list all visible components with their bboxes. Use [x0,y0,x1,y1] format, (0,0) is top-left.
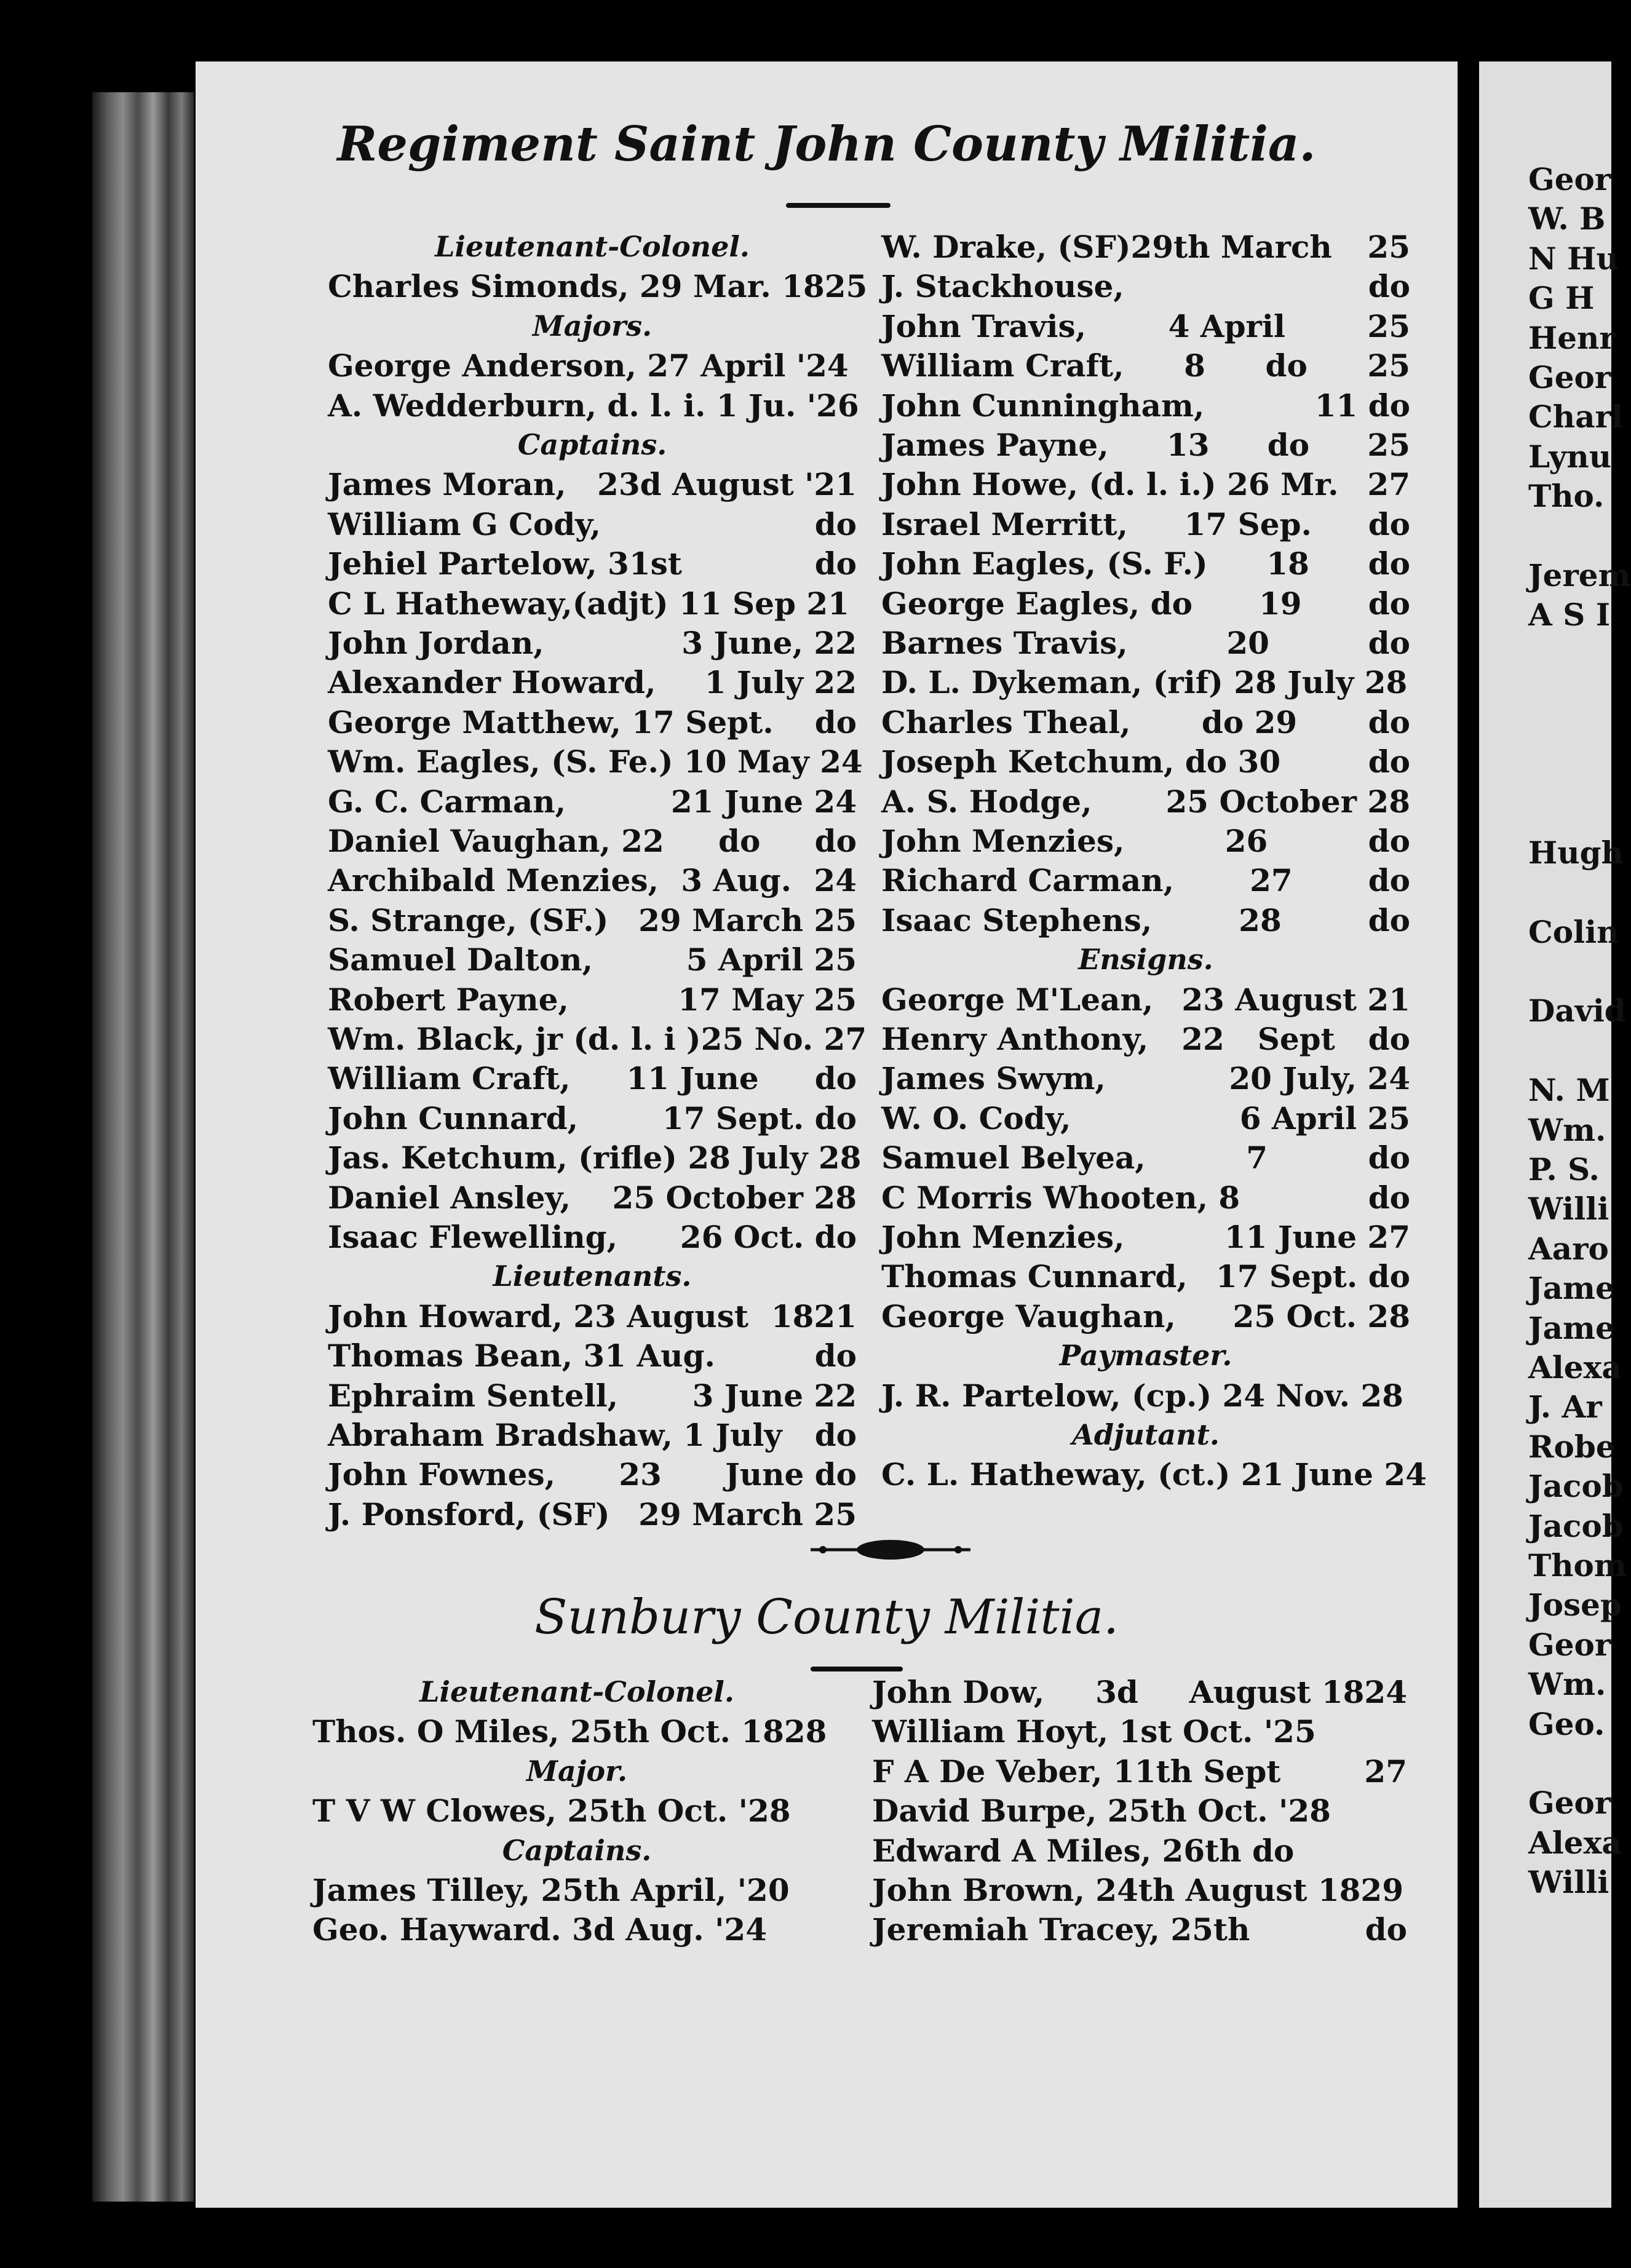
entry-text: Geo. Hayward. 3d Aug. '24 [312,1911,768,1948]
entry-text: Israel Merritt, [881,506,1128,542]
facing-page-line: David [1528,993,1626,1029]
entry-text: Charles Theal, [881,704,1131,740]
entry-text: William Craft, [881,347,1124,384]
entry-text: 25 [1367,347,1410,384]
facing-page-line: Geo. [1528,1705,1605,1742]
facing-page-line: Aaro [1528,1230,1609,1267]
entry-text: Edward A Miles, 26th do [872,1832,1295,1869]
officer-entry [328,663,857,702]
entry-text: John Howard, 23 August [328,1298,748,1334]
entry-text: 17 Sep. [1184,506,1312,542]
rank-heading: Ensigns. [1078,943,1213,977]
entry-text: John Menzies, [881,1219,1125,1255]
facing-page-line: G H [1528,280,1595,317]
officer-entry [328,861,857,900]
officer-entry [881,1059,1410,1098]
officer-entry [328,1336,857,1376]
entry-text: Thomas Bean, 31 Aug. [328,1338,715,1374]
entry-text: do [1368,625,1410,661]
title-rule [786,203,891,208]
entry-text: do [1368,506,1410,542]
officer-entry [328,1495,857,1534]
officer-entry [881,822,1410,861]
entry-text: do [1368,545,1410,582]
officer-entry [328,1099,857,1138]
officer-entry [872,1712,1407,1751]
entry-text: Jas. Ketchum, (rifle) 28 July 28 [328,1140,862,1176]
entry-text: D. L. Dykeman, (rif) 28 July 28 [881,664,1408,701]
officer-entry [328,1059,857,1098]
entry-text: do [814,1060,857,1097]
entry-text: J. Ponsford, (SF) [328,1496,610,1532]
entry-text: W. Drake, (SF)29th March [881,229,1332,265]
officer-entry [881,742,1410,782]
officer-entry [872,1791,1407,1831]
entry-text: William Craft, [328,1060,571,1097]
officer-entry [328,703,857,742]
entry-text: James Tilley, 25th April, '20 [312,1872,790,1908]
officer-entry [328,742,863,782]
officer-entry [328,1218,857,1257]
entry-text: 29 March 25 [638,902,857,938]
entry-text: Wm. Black, jr (d. l. i )25 No. 27 [328,1021,867,1057]
left-page [196,61,1458,2208]
facing-page-line: Jerem [1528,557,1631,593]
facing-page-line: Colin [1528,913,1619,950]
officer-entry [881,782,1410,822]
entry-text: John Jordan, [328,625,544,661]
entry-text: do [814,1338,857,1374]
entry-text: 26 Oct. do [680,1219,857,1255]
entry-text: do [814,545,857,582]
entry-text: Robert Payne, [328,981,569,1018]
officer-entry [328,1138,862,1178]
entry-text: Jeremiah Tracey, 25th [872,1911,1250,1948]
officer-entry [328,1297,857,1336]
officer-entry [872,1752,1407,1791]
entry-text: 19 [1259,585,1302,622]
entry-text: William G Cody, [328,506,601,542]
entry-text: George Anderson, 27 April '24 [328,347,849,384]
entry-text: 27 [1250,862,1293,899]
officer-entry [881,267,1410,306]
entry-text: 11 do [1314,387,1410,424]
officer-entry [328,505,857,544]
entry-text: 1 July 22 [704,664,857,701]
officer-entry [328,267,868,306]
officer-entry [328,584,857,624]
facing-page-line: Geor [1528,1626,1611,1663]
entry-text: do [814,704,857,740]
entry-text: 1821 [771,1298,857,1334]
entry-text: 6 April 25 [1239,1100,1410,1136]
officer-entry [328,346,857,386]
facing-page-line: Alexa [1528,1824,1622,1861]
officer-entry [872,1831,1407,1871]
officer-entry [881,426,1410,465]
facing-page-line: Geor [1528,161,1611,197]
officer-entry [328,980,857,1020]
entry-text: 3d [1095,1674,1138,1710]
facing-page-line: P. S. [1528,1151,1600,1188]
rank-heading: Paymaster. [1059,1339,1232,1373]
entry-text: John Howe, (d. l. i.) 26 Mr. [881,466,1339,503]
entry-text: T V W Clowes, 25th Oct. '28 [312,1793,791,1830]
entry-text: Richard Carman, [881,862,1175,899]
officer-entry [881,505,1410,544]
facing-page-line: A S I [1528,597,1611,633]
entry-text: August 1824 [1189,1674,1407,1710]
entry-text: C Morris Whooten, 8 [881,1179,1240,1216]
facing-page-line: Jame [1528,1270,1615,1307]
officer-entry [881,1099,1410,1138]
entry-text: Ephraim Sentell, [328,1377,619,1414]
facing-page-line: Geor [1528,1785,1611,1822]
facing-page-line: Alexa [1528,1349,1622,1386]
entry-text: James Swym, [881,1060,1106,1097]
facing-page-line: Jacob [1528,1507,1624,1544]
entry-text: 25 October 28 [1165,783,1410,820]
entry-text: 24 [814,862,857,899]
entry-text: 17 Sept. do [1215,1258,1410,1295]
facing-page [1479,61,1631,2208]
entry-text: 11 June [626,1060,759,1097]
entry-text: Henry Anthony, [881,1021,1149,1057]
facing-page-line: W. B [1528,200,1606,237]
entry-text: John Cunnard, [328,1100,579,1136]
entry-text: 25 Oct. 28 [1232,1298,1410,1334]
entry-text: Wm. Eagles, (S. Fe.) 10 May 24 [328,743,863,780]
entry-text: 25 [1367,229,1410,265]
facing-page-line: Hugh [1528,834,1624,871]
title-rule-2 [811,1667,903,1671]
facing-page-line: Robe [1528,1428,1616,1465]
regiment2-title: Sunbury County Militia. [534,1590,1119,1645]
officer-entry [881,663,1410,702]
officer-entry [312,1712,841,1751]
entry-text: 25 [1367,427,1410,463]
officer-entry [881,307,1410,346]
officer-entry [328,822,857,861]
entry-text: George Matthew, 17 Sept. [328,704,774,740]
entry-text: 29 March 25 [638,1496,857,1532]
entry-text: do [1368,1140,1410,1176]
entry-text: 17 Sept. do [662,1100,857,1136]
facing-page-line: Wm. [1528,1666,1606,1703]
entry-text: Daniel Vaughan, 22 [328,823,664,859]
entry-text: C. L. Hatheway, (ct.) 21 June 24 [881,1456,1427,1493]
entry-text: do [814,823,857,859]
page-edge-stack [92,92,194,2202]
entry-text: J. Stackhouse, [881,268,1124,305]
entry-text: 13 [1166,427,1210,463]
entry-text: James Moran, [328,466,566,503]
officer-entry [328,1376,857,1416]
officer-entry [328,386,857,426]
entry-text: Daniel Ansley, [328,1179,571,1216]
entry-text: F A De Veber, 11th Sept [872,1753,1281,1790]
officer-entry [881,1138,1410,1178]
officer-entry [328,624,857,663]
entry-text: Thos. O Miles, 25th Oct. 1828 [312,1713,827,1750]
facing-page-line: Jame [1528,1309,1615,1346]
regiment1-title: Regiment Saint John County Militia. [337,116,1316,172]
officer-entry [881,980,1410,1020]
officer-entry [328,1178,857,1218]
facing-page-line: Lynu [1528,438,1612,475]
entry-text: Archibald Menzies, [328,862,659,899]
rank-heading: Captains. [502,1833,652,1867]
entry-text: C L Hatheway,(adjt) 11 Sep 21 [328,585,849,622]
entry-text: do [1368,743,1410,780]
entry-text: George Vaughan, [881,1298,1176,1334]
entry-text: 11 June 27 [1224,1219,1410,1255]
entry-text: do [1365,1911,1407,1948]
entry-text: 7 [1246,1140,1268,1176]
facing-page-line: Willi [1528,1191,1609,1227]
officer-entry [872,1910,1407,1949]
entry-text: 20 July, 24 [1229,1060,1410,1097]
officer-entry [881,386,1410,426]
facing-page-line: Tho. [1528,478,1605,515]
entry-text: 18 [1266,545,1309,582]
entry-text: 3 June 22 [692,1377,857,1414]
entry-text: do [1368,902,1410,938]
entry-text: Samuel Belyea, [881,1140,1146,1176]
officer-entry [312,1871,841,1910]
entry-text: do [1368,1021,1410,1057]
entry-text: do [814,1417,857,1453]
entry-text: 27 [1364,1753,1407,1790]
section-ornament [811,1534,970,1565]
entry-text: G. C. Carman, [328,783,566,820]
entry-text: do [814,506,857,542]
entry-text: John Brown, 24th August 1829 [872,1872,1403,1908]
officer-entry [328,1020,867,1059]
entry-text: 26 [1224,823,1268,859]
entry-text: June do [725,1456,857,1493]
entry-text: 25 October 28 [612,1179,857,1216]
entry-text: Thomas Cunnard, [881,1258,1188,1295]
facing-page-line: Jacob [1528,1468,1624,1505]
entry-text: A. S. Hodge, [881,783,1092,820]
entry-text: 17 May 25 [678,981,857,1018]
rank-heading: Captains. [517,428,667,461]
officer-entry [881,1257,1410,1296]
facing-page-line: Henr [1528,319,1616,356]
rank-heading: Lieutenant-Colonel. [419,1675,734,1708]
officer-entry [881,584,1410,624]
entry-text: W. O. Cody, [881,1100,1071,1136]
entry-text: A. Wedderburn, d. l. i. 1 Ju. '26 [328,387,859,424]
officer-entry [881,1455,1427,1494]
entry-text: do [1368,268,1410,305]
officer-entry [881,1218,1410,1257]
facing-page-line: Charl [1528,398,1623,435]
entry-text: 5 April 25 [686,942,857,978]
entry-text: 20 [1226,625,1269,661]
entry-text: 3 June, 22 [681,625,857,661]
entry-text: do [718,823,761,859]
entry-text: John Menzies, [881,823,1125,859]
officer-entry [328,544,857,584]
officer-entry [881,465,1410,504]
entry-text: 3 Aug. [681,862,792,899]
entry-text: Isaac Flewelling, [328,1219,618,1255]
entry-text: do [1368,823,1410,859]
entry-text: do [1267,427,1310,463]
facing-page-line: Willi [1528,1864,1609,1901]
entry-text: Samuel Dalton, [328,942,593,978]
entry-text: George Eagles, do [881,585,1192,622]
officer-entry [881,1020,1410,1059]
officer-entry [328,465,857,504]
rank-heading: Majors. [532,309,653,343]
rank-heading: Major. [526,1754,628,1788]
officer-entry [881,861,1410,900]
officer-entry [872,1871,1407,1910]
entry-text: George M'Lean, [881,981,1154,1018]
officer-entry [881,703,1410,742]
entry-text: 21 June 24 [670,783,857,820]
officer-entry [872,1673,1407,1712]
officer-entry [881,901,1410,940]
entry-text: 25 [1367,307,1410,344]
entry-text: 8 [1184,347,1205,384]
entry-text: 23d August '21 [597,466,857,503]
entry-text: Sept [1257,1021,1335,1057]
officer-entry [881,1376,1410,1416]
entry-text: do [1368,1179,1410,1216]
entry-text: John Cunningham, [881,387,1205,424]
entry-text: John Eagles, (S. F.) [881,545,1208,582]
entry-text: Isaac Stephens, [881,902,1153,938]
entry-text: do [1368,862,1410,899]
entry-text: S. Strange, (SF.) [328,902,609,938]
entry-text: 28 [1239,902,1282,938]
entry-text: John Dow, [872,1674,1045,1710]
rank-heading: Lieutenants. [493,1259,692,1293]
entry-text: Barnes Travis, [881,625,1128,661]
entry-text: James Payne, [881,427,1109,463]
officer-entry [881,624,1410,663]
entry-text: do 29 [1201,704,1298,740]
entry-text: J. R. Partelow, (cp.) 24 Nov. 28 [881,1377,1403,1414]
officer-entry [312,1910,841,1949]
entry-text: David Burpe, 25th Oct. '28 [872,1793,1331,1830]
officer-entry [312,1791,841,1831]
entry-text: 27 [1367,466,1410,503]
rank-heading: Lieutenant-Colonel. [435,230,750,263]
facing-page-line: N. M [1528,1072,1610,1109]
entry-text: John Travis, [881,307,1087,344]
officer-entry [881,1297,1410,1336]
facing-page-line: Thom [1528,1547,1627,1584]
facing-page-line: N Hu [1528,240,1619,277]
entry-text: do [1368,585,1410,622]
facing-page-line: Geor [1528,359,1611,395]
entry-text: William Hoyt, 1st Oct. '25 [872,1713,1316,1750]
entry-text: 23 August 21 [1181,981,1410,1018]
entry-text: 4 April [1168,307,1285,344]
officer-entry [881,1178,1410,1218]
entry-text: Charles Simonds, 29 Mar. 1825 [328,268,868,305]
officer-entry [328,940,857,980]
officer-entry [328,901,857,940]
officer-entry [328,782,857,822]
entry-text: Alexander Howard, [328,664,656,701]
facing-page-line: Josep [1528,1587,1622,1624]
officer-entry [881,544,1410,584]
entry-text: do [1368,704,1410,740]
rank-heading: Adjutant. [1072,1418,1220,1451]
entry-text: 22 [1181,1021,1224,1057]
officer-entry [328,1455,857,1494]
entry-text: Abraham Bradshaw, 1 July [328,1417,782,1453]
officer-entry [881,228,1410,267]
entry-text: 23 [619,1456,662,1493]
facing-page-line: J. Ar [1528,1389,1602,1425]
facing-page-line: Wm. [1528,1111,1606,1148]
entry-text: Joseph Ketchum, do 30 [881,743,1281,780]
entry-text: do [1265,347,1308,384]
entry-text: John Fownes, [328,1456,555,1493]
officer-entry [881,346,1410,386]
officer-entry [328,1416,857,1455]
entry-text: Jehiel Partelow, 31st [328,545,682,582]
